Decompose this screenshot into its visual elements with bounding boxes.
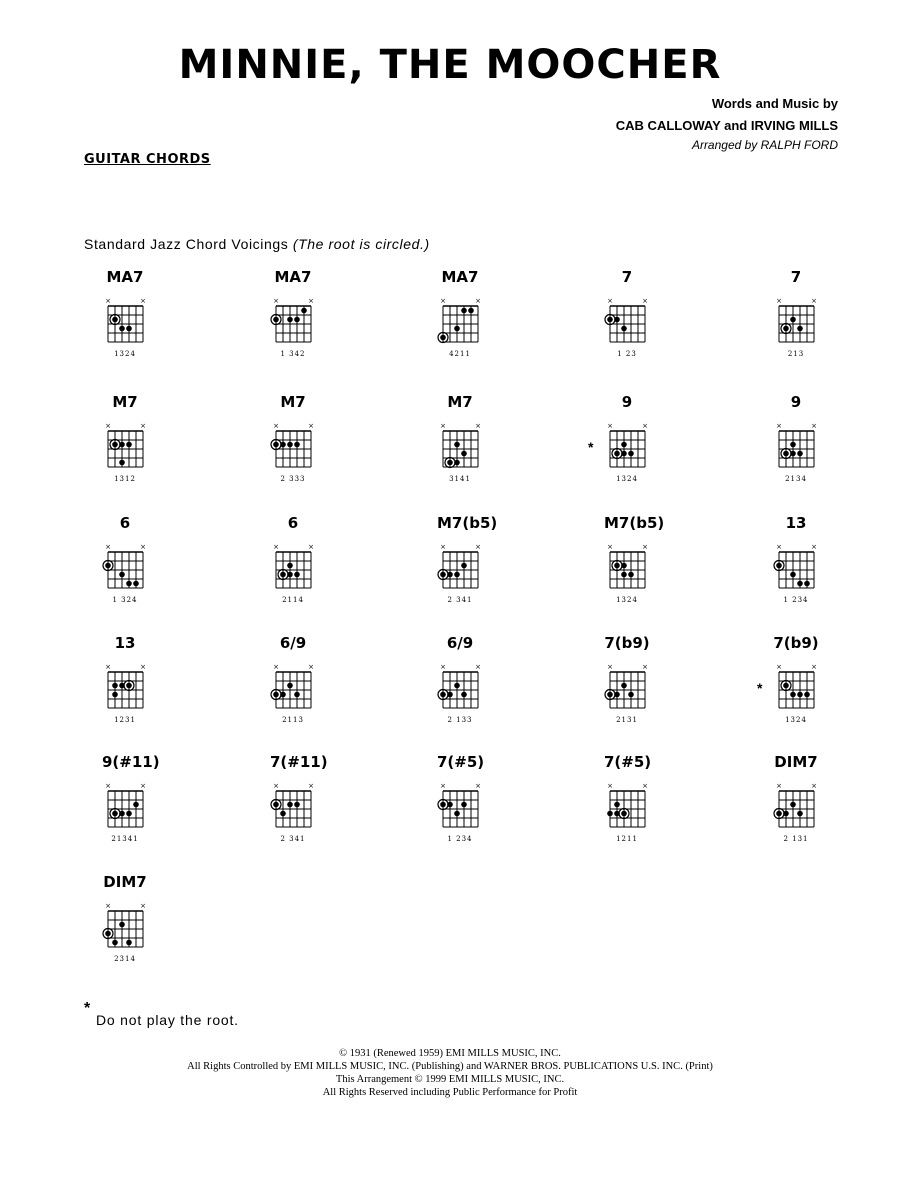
- muted-string-marker: ×: [140, 297, 146, 305]
- finger-dot: [461, 802, 467, 808]
- chord-fingering: 2 131: [783, 835, 809, 843]
- muted-string-marker: ×: [776, 663, 782, 671]
- no-root-marker: *: [757, 680, 763, 696]
- finger-dot: [119, 811, 125, 817]
- chord-fingering: 2 333: [280, 475, 306, 483]
- muted-string-marker: ×: [308, 543, 314, 551]
- chord-diagram: [437, 753, 507, 863]
- muted-string-marker: ×: [105, 782, 111, 790]
- fretboard-grid: [270, 268, 340, 378]
- chord-diagram: [270, 514, 340, 624]
- chord-name: 7(#5): [604, 753, 652, 771]
- words-music-label: Words and Music by: [711, 96, 838, 111]
- finger-dot: [287, 442, 293, 448]
- root-finger-dot: [607, 317, 613, 323]
- finger-dot: [621, 451, 627, 457]
- chord-name: 9: [790, 393, 802, 411]
- chord-diagram: [270, 268, 340, 378]
- chord-diagram: [102, 873, 172, 983]
- chord-name: 7(b9): [773, 634, 819, 652]
- chord-name: M7: [447, 393, 473, 411]
- fretboard-grid: [102, 514, 172, 624]
- muted-string-marker: ×: [607, 782, 613, 790]
- chord-diagram: [270, 634, 340, 744]
- finger-dot: [461, 692, 467, 698]
- muted-string-marker: ×: [273, 543, 279, 551]
- finger-dot: [790, 572, 796, 578]
- fretboard-grid: [437, 393, 507, 503]
- finger-dot: [621, 563, 627, 569]
- finger-dot: [797, 692, 803, 698]
- finger-dot: [790, 802, 796, 808]
- muted-string-marker: ×: [811, 663, 817, 671]
- finger-dot: [797, 326, 803, 332]
- finger-dot: [461, 451, 467, 457]
- muted-string-marker: ×: [140, 782, 146, 790]
- chord-diagram: [437, 268, 507, 378]
- finger-dot: [287, 683, 293, 689]
- root-finger-dot: [273, 802, 279, 808]
- chord-name: 6/9: [279, 634, 307, 652]
- chord-name: M7: [280, 393, 306, 411]
- authors: CAB CALLOWAY and IRVING MILLS: [615, 118, 838, 133]
- finger-dot: [287, 317, 293, 323]
- root-finger-dot: [440, 572, 446, 578]
- root-finger-dot: [273, 692, 279, 698]
- root-finger-dot: [126, 683, 132, 689]
- chord-fingering: 1231: [114, 716, 136, 724]
- finger-dot: [133, 581, 139, 587]
- chord-diagram: [102, 393, 172, 503]
- fretboard-grid: [102, 634, 172, 744]
- muted-string-marker: ×: [776, 543, 782, 551]
- chord-diagram: [437, 634, 507, 744]
- finger-dot: [301, 308, 307, 314]
- finger-dot: [454, 326, 460, 332]
- root-finger-dot: [112, 317, 118, 323]
- finger-dot: [119, 460, 125, 466]
- chord-name: 13: [785, 514, 807, 532]
- finger-dot: [790, 451, 796, 457]
- fretboard-grid: [270, 393, 340, 503]
- finger-dot: [287, 572, 293, 578]
- finger-dot: [804, 581, 810, 587]
- chord-diagram: [102, 514, 172, 624]
- muted-string-marker: ×: [642, 422, 648, 430]
- root-finger-dot: [273, 317, 279, 323]
- subtitle: [84, 236, 430, 252]
- chord-diagram: [437, 393, 507, 503]
- chord-diagram: [437, 514, 507, 624]
- chord-fingering: 2 341: [447, 596, 473, 604]
- muted-string-marker: ×: [105, 663, 111, 671]
- muted-string-marker: ×: [607, 663, 613, 671]
- copyright-line: All Rights Reserved including Public Performance for Profit: [322, 1087, 578, 1098]
- finger-dot: [621, 326, 627, 332]
- chord-name: 9(#11): [102, 753, 160, 771]
- finger-dot: [454, 442, 460, 448]
- chord-fingering: 1 234: [447, 835, 473, 843]
- chord-fingering: 3141: [449, 475, 471, 483]
- finger-dot: [126, 326, 132, 332]
- finger-dot: [280, 692, 286, 698]
- finger-dot: [294, 802, 300, 808]
- page-title: MINNIE, THE MOOCHER: [178, 42, 722, 88]
- chord-fingering: 1 234: [783, 596, 809, 604]
- subtitle-note: (The root is circled.): [292, 236, 430, 252]
- root-finger-dot: [607, 692, 613, 698]
- root-finger-dot: [776, 563, 782, 569]
- fretboard-grid: [773, 393, 843, 503]
- chord-diagram: [102, 753, 172, 863]
- muted-string-marker: ×: [440, 297, 446, 305]
- chord-fingering: 2 133: [447, 716, 473, 724]
- finger-dot: [126, 940, 132, 946]
- finger-dot: [621, 683, 627, 689]
- chord-name: MA7: [441, 268, 479, 286]
- muted-string-marker: ×: [273, 422, 279, 430]
- muted-string-marker: ×: [440, 663, 446, 671]
- finger-dot: [447, 692, 453, 698]
- root-finger-dot: [280, 572, 286, 578]
- muted-string-marker: ×: [105, 543, 111, 551]
- fretboard-grid: [773, 268, 843, 378]
- copyright-line: © 1931 (Renewed 1959) EMI MILLS MUSIC, INC.: [339, 1048, 561, 1059]
- chord-name: 7: [790, 268, 802, 286]
- muted-string-marker: ×: [273, 297, 279, 305]
- finger-dot: [461, 563, 467, 569]
- muted-string-marker: ×: [140, 663, 146, 671]
- muted-string-marker: ×: [811, 297, 817, 305]
- fretboard-grid: [102, 393, 172, 503]
- fretboard-grid: [437, 514, 507, 624]
- chord-name: 13: [114, 634, 136, 652]
- chord-name: DIM7: [103, 873, 147, 891]
- finger-dot: [628, 572, 634, 578]
- chord-fingering: 1312: [114, 475, 136, 483]
- fretboard-grid: [102, 873, 172, 983]
- chord-name: M7(b5): [437, 514, 498, 532]
- finger-dot: [614, 317, 620, 323]
- fretboard-grid: [270, 753, 340, 863]
- credits: [616, 93, 838, 153]
- root-finger-dot: [783, 683, 789, 689]
- finger-dot: [621, 572, 627, 578]
- chord-fingering: 2114: [282, 596, 304, 604]
- finger-dot: [119, 326, 125, 332]
- root-finger-dot: [440, 692, 446, 698]
- finger-dot: [133, 802, 139, 808]
- muted-string-marker: ×: [105, 422, 111, 430]
- finger-dot: [126, 442, 132, 448]
- chord-name: 7(b9): [604, 634, 650, 652]
- root-finger-dot: [783, 451, 789, 457]
- chord-name: 9: [621, 393, 633, 411]
- chord-diagram: [773, 393, 843, 503]
- chord-diagram: [757, 634, 843, 744]
- finger-dot: [628, 692, 634, 698]
- finger-dot: [797, 451, 803, 457]
- chord-diagram: [604, 514, 674, 624]
- root-finger-dot: [273, 442, 279, 448]
- finger-dot: [790, 442, 796, 448]
- chord-name: M7(b5): [604, 514, 665, 532]
- muted-string-marker: ×: [607, 297, 613, 305]
- muted-string-marker: ×: [811, 543, 817, 551]
- chord-name: 7: [621, 268, 633, 286]
- footnote-marker: *: [84, 1000, 91, 1017]
- muted-string-marker: ×: [776, 297, 782, 305]
- chord-name: MA7: [274, 268, 312, 286]
- chord-diagram: [270, 753, 340, 863]
- root-finger-dot: [621, 811, 627, 817]
- fretboard-grid: [604, 634, 674, 744]
- finger-dot: [797, 811, 803, 817]
- finger-dot: [804, 692, 810, 698]
- chord-fingering: 2134: [785, 475, 807, 483]
- chord-diagram: [270, 393, 340, 503]
- finger-dot: [447, 802, 453, 808]
- finger-dot: [112, 683, 118, 689]
- root-finger-dot: [614, 563, 620, 569]
- root-finger-dot: [105, 931, 111, 937]
- chord-fingering: 1324: [616, 475, 638, 483]
- chord-diagram: [604, 753, 674, 863]
- muted-string-marker: ×: [475, 422, 481, 430]
- chord-fingering: 2314: [114, 955, 136, 963]
- muted-string-marker: ×: [308, 422, 314, 430]
- finger-dot: [294, 317, 300, 323]
- muted-string-marker: ×: [642, 543, 648, 551]
- finger-dot: [461, 308, 467, 314]
- muted-string-marker: ×: [475, 663, 481, 671]
- fretboard-grid: [437, 268, 507, 378]
- muted-string-marker: ×: [475, 297, 481, 305]
- finger-dot: [112, 692, 118, 698]
- finger-dot: [454, 460, 460, 466]
- footnote-text: Do not play the root.: [96, 1012, 239, 1028]
- chord-name: 7(#11): [270, 753, 328, 771]
- no-root-marker: *: [588, 439, 594, 455]
- fretboard-grid: [604, 393, 674, 503]
- finger-dot: [621, 442, 627, 448]
- muted-string-marker: ×: [308, 663, 314, 671]
- root-finger-dot: [776, 811, 782, 817]
- chord-diagram: [588, 393, 674, 503]
- finger-dot: [468, 308, 474, 314]
- chord-name: 6/9: [446, 634, 474, 652]
- fretboard-grid: [437, 753, 507, 863]
- chord-fingering: 1324: [114, 350, 136, 358]
- muted-string-marker: ×: [440, 543, 446, 551]
- chord-diagram: [604, 268, 674, 378]
- muted-string-marker: ×: [308, 782, 314, 790]
- fretboard-grid: [270, 634, 340, 744]
- chord-name: MA7: [106, 268, 144, 286]
- chord-diagram: [773, 268, 843, 378]
- chord-diagram: [102, 634, 172, 744]
- finger-dot: [112, 940, 118, 946]
- arranger: Arranged by RALPH FORD: [691, 138, 838, 152]
- chord-name: 6: [119, 514, 131, 532]
- finger-dot: [119, 922, 125, 928]
- muted-string-marker: ×: [607, 543, 613, 551]
- finger-dot: [294, 572, 300, 578]
- copyright-line: This Arrangement © 1999 EMI MILLS MUSIC, INC.: [335, 1074, 565, 1085]
- chord-fingering: 1 342: [280, 350, 306, 358]
- muted-string-marker: ×: [475, 543, 481, 551]
- muted-string-marker: ×: [140, 543, 146, 551]
- finger-dot: [280, 811, 286, 817]
- chord-name: 7(#5): [437, 753, 485, 771]
- finger-dot: [454, 811, 460, 817]
- chord-name: DIM7: [774, 753, 818, 771]
- muted-string-marker: ×: [105, 902, 111, 910]
- finger-dot: [454, 572, 460, 578]
- finger-dot: [280, 442, 286, 448]
- chord-name: M7: [112, 393, 138, 411]
- finger-dot: [126, 581, 132, 587]
- chord-diagram: [604, 634, 674, 744]
- root-finger-dot: [440, 335, 446, 341]
- chord-fingering: 4211: [449, 350, 471, 358]
- fretboard-grid: [437, 634, 507, 744]
- muted-string-marker: ×: [811, 782, 817, 790]
- finger-dot: [294, 442, 300, 448]
- chord-name: 6: [287, 514, 299, 532]
- finger-dot: [454, 683, 460, 689]
- root-finger-dot: [447, 460, 453, 466]
- chord-fingering: 1211: [616, 835, 638, 843]
- chord-fingering: 21341: [111, 835, 139, 843]
- fretboard-grid: [604, 268, 674, 378]
- fretboard-grid: [604, 514, 674, 624]
- muted-string-marker: ×: [776, 782, 782, 790]
- finger-dot: [783, 811, 789, 817]
- root-finger-dot: [112, 811, 118, 817]
- muted-string-marker: ×: [273, 782, 279, 790]
- fretboard-grid: [604, 753, 674, 863]
- finger-dot: [287, 802, 293, 808]
- chord-diagram: [102, 268, 172, 378]
- subtitle-main: Standard Jazz Chord Voicings: [84, 236, 289, 252]
- finger-dot: [790, 692, 796, 698]
- section-label: GUITAR CHORDS: [84, 152, 211, 167]
- fretboard-grid: [773, 634, 843, 744]
- fretboard-grid: [270, 514, 340, 624]
- muted-string-marker: ×: [308, 297, 314, 305]
- muted-string-marker: ×: [273, 663, 279, 671]
- fretboard-grid: [102, 753, 172, 863]
- muted-string-marker: ×: [440, 422, 446, 430]
- muted-string-marker: ×: [776, 422, 782, 430]
- chord-fingering: 1 23: [617, 350, 637, 358]
- copyright-line: All Rights Controlled by EMI MILLS MUSIC, INC. (Publishing) and WARNER BROS. PUBLICATIONS U.S. INC. (Print): [187, 1061, 713, 1072]
- chord-fingering: 2 341: [280, 835, 306, 843]
- root-finger-dot: [783, 326, 789, 332]
- chord-diagram: [773, 753, 843, 863]
- root-finger-dot: [112, 442, 118, 448]
- copyright-block: [0, 1047, 900, 1099]
- fretboard-grid: [102, 268, 172, 378]
- root-finger-dot: [440, 802, 446, 808]
- finger-dot: [119, 572, 125, 578]
- chord-diagram: [773, 514, 843, 624]
- finger-dot: [287, 563, 293, 569]
- muted-string-marker: ×: [140, 902, 146, 910]
- fretboard-grid: [773, 753, 843, 863]
- chord-fingering: 1324: [616, 596, 638, 604]
- finger-dot: [614, 802, 620, 808]
- finger-dot: [119, 442, 125, 448]
- finger-dot: [628, 451, 634, 457]
- muted-string-marker: ×: [140, 422, 146, 430]
- finger-dot: [797, 581, 803, 587]
- fretboard-grid: [773, 514, 843, 624]
- finger-dot: [790, 317, 796, 323]
- muted-string-marker: ×: [440, 782, 446, 790]
- finger-dot: [126, 811, 132, 817]
- muted-string-marker: ×: [642, 297, 648, 305]
- muted-string-marker: ×: [642, 663, 648, 671]
- finger-dot: [614, 692, 620, 698]
- chord-fingering: 1324: [785, 716, 807, 724]
- muted-string-marker: ×: [642, 782, 648, 790]
- chord-fingering: 213: [787, 350, 805, 358]
- muted-string-marker: ×: [607, 422, 613, 430]
- muted-string-marker: ×: [811, 422, 817, 430]
- finger-dot: [294, 692, 300, 698]
- finger-dot: [607, 811, 613, 817]
- finger-dot: [447, 572, 453, 578]
- chord-fingering: 1 324: [112, 596, 138, 604]
- muted-string-marker: ×: [475, 782, 481, 790]
- root-finger-dot: [105, 563, 111, 569]
- chord-fingering: 2113: [282, 716, 304, 724]
- root-finger-dot: [614, 451, 620, 457]
- chord-fingering: 2131: [616, 716, 638, 724]
- muted-string-marker: ×: [105, 297, 111, 305]
